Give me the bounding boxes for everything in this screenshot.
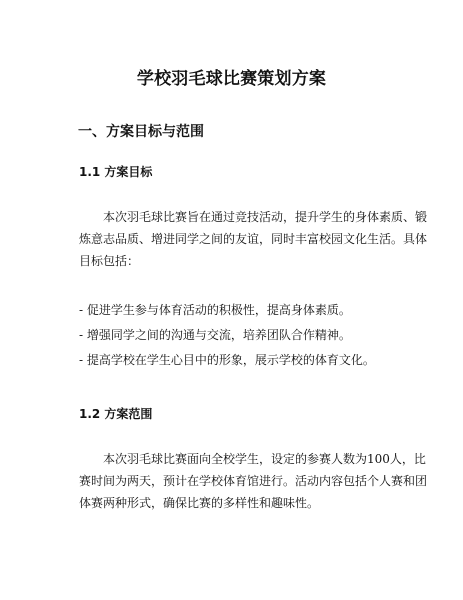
subsection-heading-1-2: 1.2 方案范围 — [79, 407, 153, 421]
paragraph-goals — [79, 206, 428, 272]
goal-bullet-list — [79, 298, 375, 373]
paragraph-line: 体赛两种形式，确保比赛的多样性和趣味性。 — [79, 496, 320, 510]
paragraph-line: 赛时间为两天，预计在学校体育馆进行。活动内容包括个人赛和团 — [79, 474, 428, 488]
bullet-item: - 促进学生参与体育活动的积极性，提高身体素质。 — [79, 303, 351, 317]
paragraph-line: 目标包括： — [79, 254, 140, 268]
subsection-heading-1-1: 1.1 方案目标 — [79, 165, 153, 179]
paragraph-scope — [79, 448, 428, 514]
bullet-item: - 增强同学之间的沟通与交流，培养团队合作精神。 — [79, 328, 351, 342]
bullet-item: - 提高学校在学生心目中的形象，展示学校的体育文化。 — [79, 353, 375, 367]
document-title: 学校羽毛球比赛策划方案 — [136, 69, 327, 89]
paragraph-line: 炼意志品质、增进同学之间的友谊，同时丰富校园文化生活。具体 — [79, 232, 428, 246]
section-heading-1: 一、方案目标与范围 — [78, 124, 204, 140]
paragraph-line: 本次羽毛球比赛旨在通过竞技活动，提升学生的身体素质、锻 — [103, 210, 428, 224]
paragraph-line: 本次羽毛球比赛面向全校学生，设定的参赛人数为100人，比 — [103, 452, 426, 466]
